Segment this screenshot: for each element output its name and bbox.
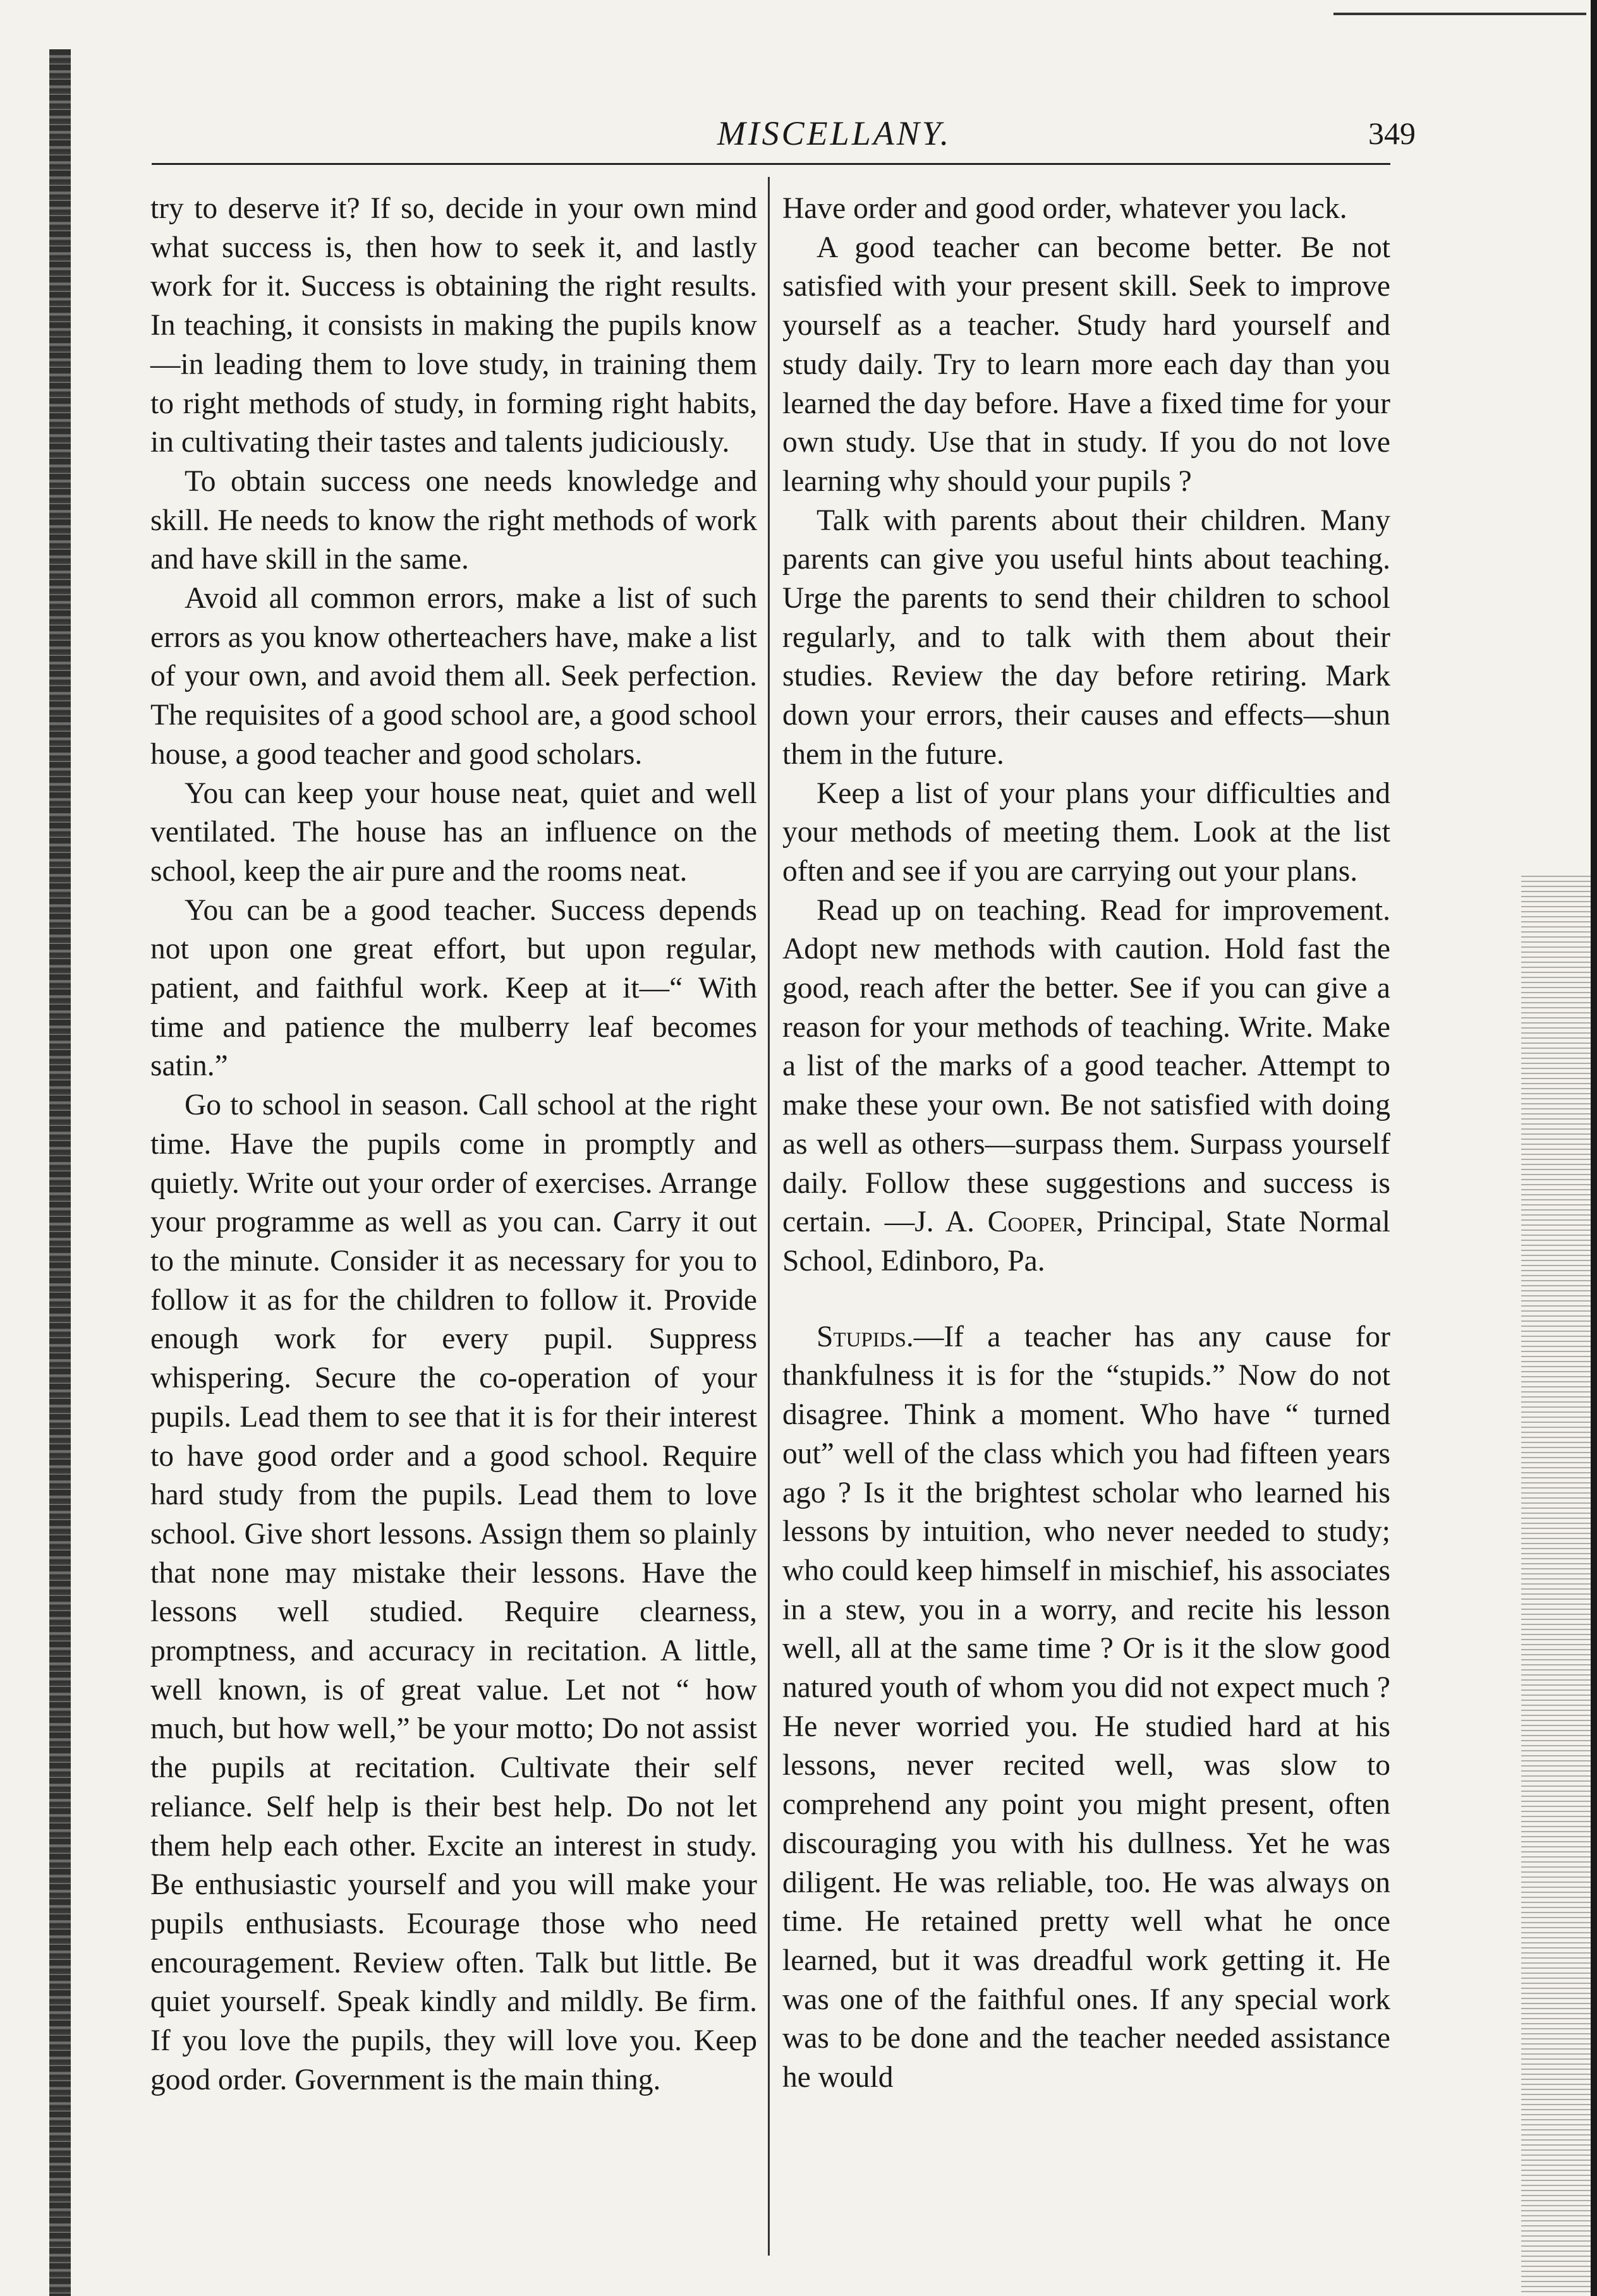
- paragraph: Have order and good order, whatever you lack.: [782, 192, 1347, 225]
- stupids-paragraph: [782, 1318, 1390, 2098]
- page-edge-texture: [1521, 872, 1597, 2296]
- paragraph: Keep a list of your plans your difficulties and your methods of meeting them. Look at the list often and see if you are carrying out your plans.: [782, 776, 1390, 888]
- paragraph: You can be a good teacher. Success depends not upon one great effort, but upon regular, patient, and faithful work. Keep at it—“ With time and patience the mulberry leaf becomes satin.”: [150, 893, 757, 1083]
- column-divider: [768, 177, 770, 2256]
- paragraph: To obtain success one needs knowledge and skill. He needs to know the right methods of work and have skill in the same.: [150, 464, 757, 576]
- book-spine-shadow: [49, 49, 71, 2296]
- paragraph: Avoid all common errors, make a list of such errors as you know otherteachers have, make a list of your own, and avoid them all. Seek perfection. The requisites of a good school are, a good school house, a good teacher and good scholars.: [150, 582, 757, 771]
- section-text: —If a teacher has any cause for thankfulness it is for the “stupids.” Now do not disagree. Think a moment. Who have “ turned out” well of the class which you had fifteen years ago ? Is it the brightest scholar who learned his lessons by intuition, who never needed to study; who could keep himself in mischief, his associates in a stew, you in a worry, and recite his lesson well, all at the same time ? Or is it the slow good natured youth of whom you did not expect much ? He never worried you. He studied hard at his lessons, never recited well, was slow to comprehend any point you might present, often discouraging you with his dullness. Yet he was diligent. He was reliable, too. He was always on time. He retained pretty well what he once learned, but it was dreadful work getting it. He was one of the faithful ones. If any special work was to be done and the teacher needed assistance he would: [782, 1320, 1390, 2094]
- section-heading: Stupids.: [817, 1320, 914, 1353]
- paragraph: Talk with parents about their children. Many parents can give you useful hints about teaching. Urge the parents to send their children to school regularly, and to talk with them about their studies. Review the day before retiring. Mark down your errors, their causes and effects—shun them in the future.: [782, 504, 1390, 771]
- signature-rest: , Principal, State Normal School, Edinboro, Pa.: [782, 1205, 1390, 1278]
- paragraph: Go to school in season. Call school at the right time. Have the pupils come in promptly and quietly. Write out your order of exercises. Arrange your programme as well as you can. Carry it out to the minute. Consider it as necessary for you to follow it as for the children to follow it. Provide enough work for every pupil. Suppress whispering. Secure the co-operation of your pupils. Lead them to see that it is for their interest to have good order and a good school. Require hard study from the pupils. Lead them to love school. Give short lessons. Assign them so plainly that none may mistake their lessons. Have the lessons well studied. Require clearness, promptness, and accuracy in recitation. A little, well known, is of great value. Let not “ how much, but how well,” be your motto; Do not assist the pupils at recitation. Cultivate their self reliance. Self help is their best help. Do not let them help each other. Excite an interest in study. Be enthusiastic yourself and you will make your pupils enthusiasts. Ecourage those who need encouragement. Review often. Talk but little. Be quiet yourself. Speak kindly and mildly. Be firm. If you love the pupils, they will love you. Keep good order. Government is the main thing.: [150, 1089, 757, 2096]
- page-number: 349: [1368, 116, 1416, 151]
- paragraph: A good teacher can become better. Be not satisfied with your present skill. Seek to improve yourself as a teacher. Study hard yourself and study daily. Try to learn more each day than you learned the day before. Have a fixed time for your own study. Use that in study. If you do not love learning why should your pupils ?: [782, 231, 1390, 498]
- paragraph: try to deserve it? If so, decide in your own mind what success is, then how to seek it, and lastly work for it. Success is obtaining the right results. In teaching, it consists in making the pupils know—in leading them to love study, in training them to right methods of study, in forming right habits, in cultivating their tastes and talents judiciously.: [150, 192, 757, 459]
- paragraph-with-signature: [782, 891, 1390, 1281]
- running-title: MISCELLANY.: [717, 114, 952, 152]
- left-column: [150, 190, 757, 2249]
- top-corner-rule: [1333, 13, 1586, 15]
- right-column: [782, 190, 1390, 2249]
- paragraph-text: Read up on teaching. Read for improvement. Adopt new methods with caution. Hold fast the good, reach after the better. See if you can give a reason for your methods of teaching. Write. Make a list of the marks of a good teacher. Attempt to make these your own. Be not satisfied with doing as well as others—surpass them. Surpass yourself daily. Follow these suggestions and success is certain.: [782, 893, 1390, 1239]
- paragraph: You can keep your house neat, quiet and well ventilated. The house has an influence on the school, keep the air pure and the rooms neat.: [150, 776, 757, 888]
- signature-name: Cooper: [987, 1205, 1076, 1239]
- page-edge-line: [1591, 0, 1597, 2296]
- header-rule: [152, 163, 1390, 165]
- signature-prefix: —J. A.: [871, 1205, 988, 1239]
- page-header: [152, 101, 1416, 158]
